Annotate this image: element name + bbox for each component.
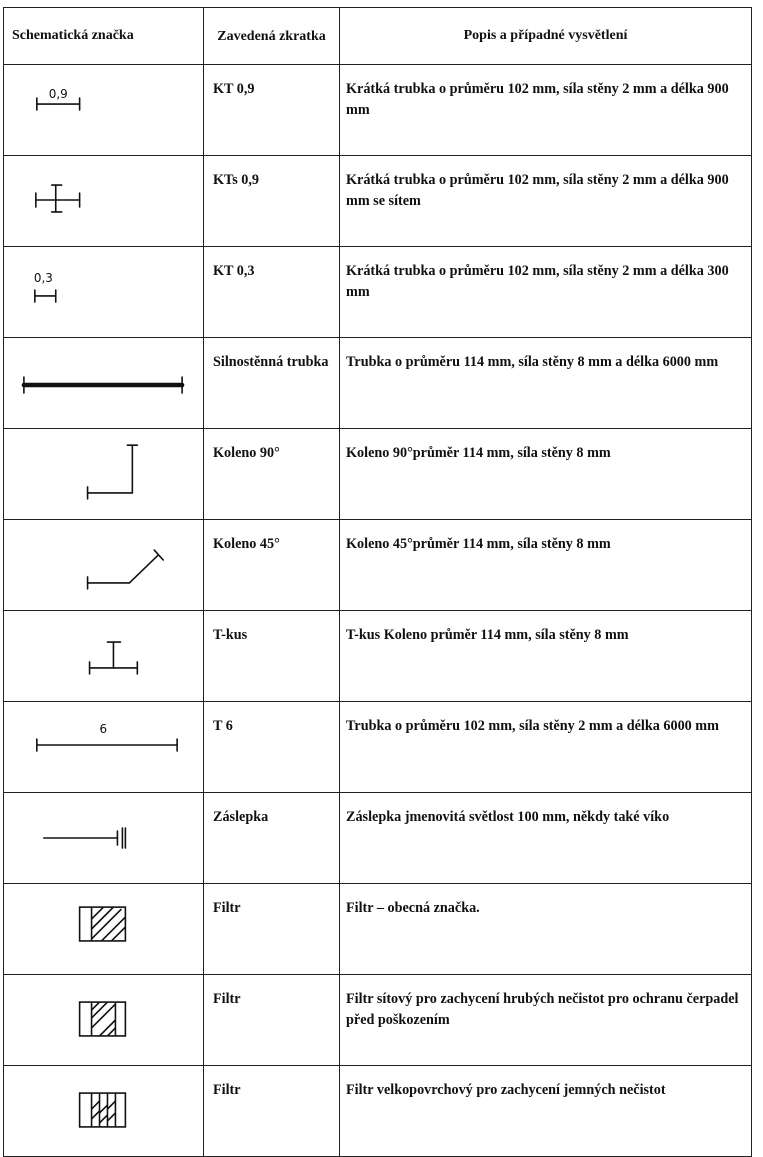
- description-cell: Filtr velkopovrchový pro zachycení jemných nečistot: [340, 1066, 752, 1157]
- symbol-cell: [4, 793, 204, 884]
- table-row: [4, 247, 752, 338]
- table-row: [4, 1066, 752, 1157]
- table-row: [4, 793, 752, 884]
- description-cell: Koleno 45°průměr 114 mm, síla stěny 8 mm: [340, 520, 752, 611]
- description-cell: Koleno 90°průměr 114 mm, síla stěny 8 mm: [340, 429, 752, 520]
- abbreviation-cell: Záslepka: [204, 793, 340, 884]
- elbow-45-icon: [4, 520, 203, 610]
- header-symbol: Schematická značka: [4, 8, 204, 65]
- short-pipe-0-3-icon: [4, 247, 203, 337]
- elbow-90-icon: [4, 429, 203, 519]
- description-cell: Krátká trubka o průměru 102 mm, síla stěny 2 mm a délka 300 mm: [340, 247, 752, 338]
- header-abbreviation: Zavedená zkratka: [204, 8, 340, 65]
- table-row: [4, 520, 752, 611]
- description-cell: Krátká trubka o průměru 102 mm, síla stěny 2 mm a délka 900 mm se sítem: [340, 156, 752, 247]
- table-row: [4, 156, 752, 247]
- short-pipe-0-9-icon: [4, 65, 203, 155]
- abbreviation-cell: T-kus: [204, 611, 340, 702]
- symbol-cell: [4, 884, 204, 975]
- filter-general-icon: [4, 884, 203, 974]
- symbol-cell: [4, 520, 204, 611]
- symbol-cell: [4, 65, 204, 156]
- description-cell: Trubka o průměru 114 mm, síla stěny 8 mm a délka 6000 mm: [340, 338, 752, 429]
- symbol-cell: [4, 702, 204, 793]
- description-cell: T-kus Koleno průměr 114 mm, síla stěny 8 mm: [340, 611, 752, 702]
- filter-screen-icon: [4, 975, 203, 1065]
- table-row: [4, 884, 752, 975]
- thick-wall-pipe-icon: [4, 338, 203, 428]
- description-cell: Trubka o průměru 102 mm, síla stěny 2 mm a délka 6000 mm: [340, 702, 752, 793]
- abbreviation-cell: Koleno 45°: [204, 520, 340, 611]
- table-row: [4, 429, 752, 520]
- abbreviation-cell: Silnostěnná trubka: [204, 338, 340, 429]
- table-row: [4, 611, 752, 702]
- abbreviation-cell: KT 0,9: [204, 65, 340, 156]
- abbreviation-cell: KT 0,3: [204, 247, 340, 338]
- filter-high-surface-icon: [4, 1066, 203, 1156]
- symbol-cell: [4, 1066, 204, 1157]
- description-cell: Filtr sítový pro zachycení hrubých nečistot pro ochranu čerpadel před poškozením: [340, 975, 752, 1066]
- symbol-cell: [4, 611, 204, 702]
- abbreviation-cell: KTs 0,9: [204, 156, 340, 247]
- short-pipe-screen-icon: [4, 156, 203, 246]
- abbreviation-cell: Koleno 90°: [204, 429, 340, 520]
- symbol-label: 6: [99, 722, 108, 737]
- pipe-6-icon: [4, 702, 203, 792]
- description-cell: Záslepka jmenovitá světlost 100 mm, někdy také víko: [340, 793, 752, 884]
- symbol-label: 0,9: [48, 87, 68, 102]
- blind-flange-icon: [4, 793, 203, 883]
- abbreviation-cell: Filtr: [204, 884, 340, 975]
- header-row: [4, 8, 752, 65]
- abbreviation-cell: Filtr: [204, 1066, 340, 1157]
- table-row: [4, 65, 752, 156]
- abbreviation-cell: T 6: [204, 702, 340, 793]
- abbreviation-cell: Filtr: [204, 975, 340, 1066]
- header-description: Popis a případné vysvětlení: [340, 8, 752, 65]
- tee-piece-icon: [4, 611, 203, 701]
- symbol-label: 0,3: [33, 271, 53, 286]
- description-cell: Krátká trubka o průměru 102 mm, síla stěny 2 mm a délka 900 mm: [340, 65, 752, 156]
- symbol-cell: [4, 429, 204, 520]
- symbol-cell: [4, 247, 204, 338]
- symbol-table: [3, 7, 752, 1157]
- table-row: [4, 338, 752, 429]
- symbol-cell: [4, 338, 204, 429]
- description-cell: Filtr – obecná značka.: [340, 884, 752, 975]
- symbol-cell: [4, 156, 204, 247]
- table-row: [4, 975, 752, 1066]
- table-row: [4, 702, 752, 793]
- symbol-cell: [4, 975, 204, 1066]
